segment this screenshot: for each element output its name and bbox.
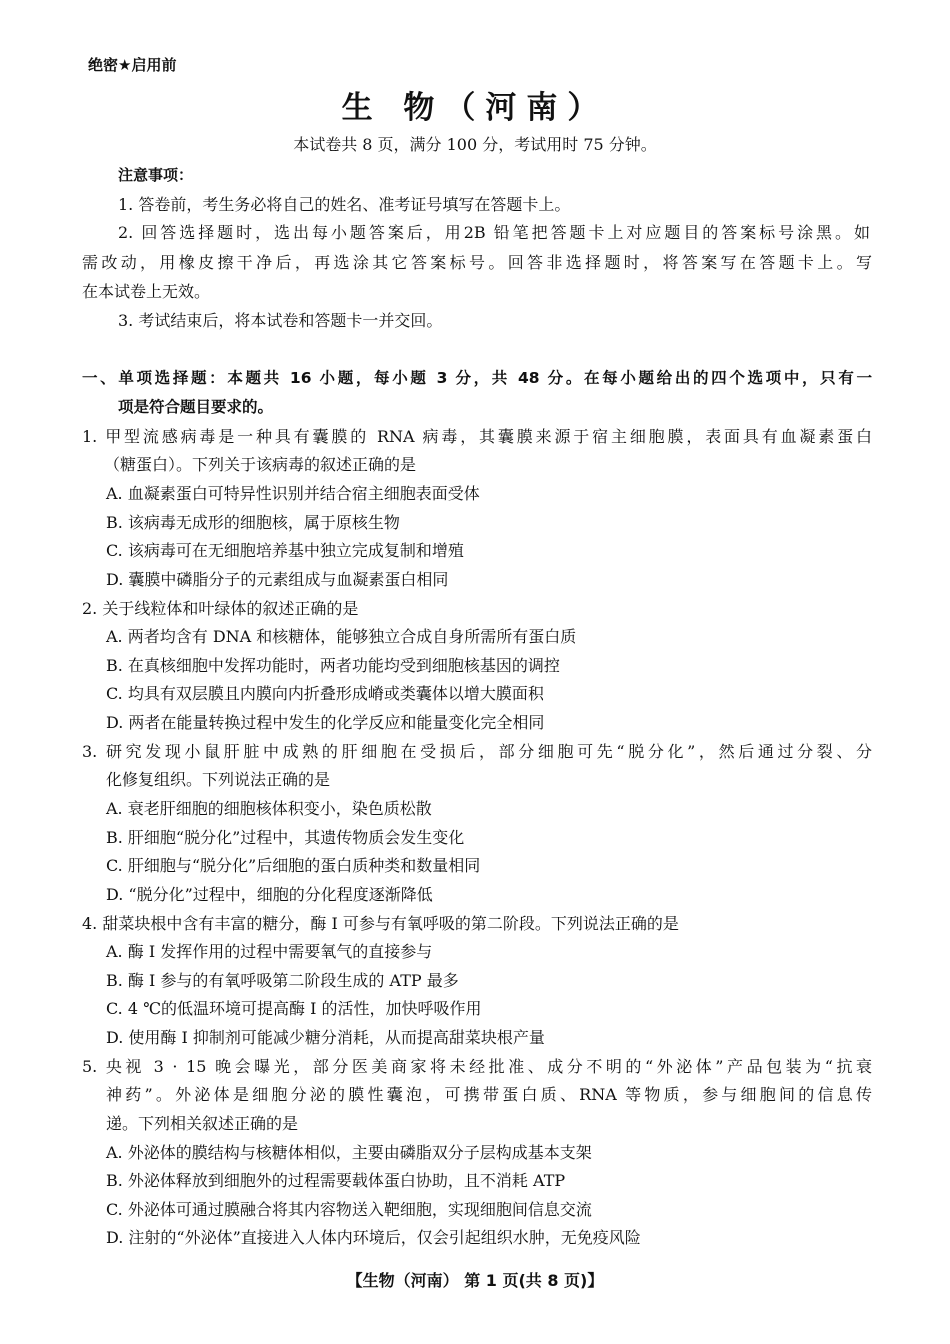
notice-item-2-line-3: 在本试卷上无效。 [82,282,211,301]
question-5-option-a: A. 外泌体的膜结构与核糖体相似，主要由磷脂双分子层构成基本支架 [106,1143,592,1162]
question-5-stem-line-3: 递。下列相关叙述正确的是 [106,1114,299,1133]
question-5-stem-line-1: 5. 央视 3 · 15 晚会曝光，部分医美商家将未经批准、成分不明的“外泌体”产品包装为“抗衰 [82,1057,872,1076]
question-1-option-b: B. 该病毒无成形的细胞核，属于原核生物 [106,513,400,532]
notice-title: 注意事项： [118,166,194,184]
question-4-option-c: C. 4 ℃的低温环境可提高酶 I 的活性，加快呼吸作用 [106,999,482,1018]
question-3-option-d: D. “脱分化”过程中，细胞的分化程度逐渐降低 [106,885,433,904]
question-5-option-b: B. 外泌体释放到细胞外的过程需要载体蛋白协助，且不消耗 ATP [106,1171,566,1190]
exam-info: 本试卷共 8 页，满分 100 分，考试用时 75 分钟。 [293,135,657,154]
question-2-stem: 2. 关于线粒体和叶绿体的叙述正确的是 [82,599,359,618]
notice-item-2-line-2: 需改动，用橡皮擦干净后，再选涂其它答案标号。回答非选择题时，将答案写在答题卡上。写 [82,253,872,272]
question-1-option-d: D. 囊膜中磷脂分子的元素组成与血凝素蛋白相同 [106,570,449,589]
notice-item-3: 3. 考试结束后，将本试卷和答题卡一并交回。 [118,311,443,330]
notice-item-2-line-1: 2. 回答选择题时，选出每小题答案后，用2B 铅笔把答题卡上对应题目的答案标号涂黑。如 [118,223,870,242]
question-3-stem-line-1: 3. 研究发现小鼠肝脏中成熟的肝细胞在受损后，部分细胞可先“脱分化”，然后通过分裂、分 [82,742,872,761]
notice-item-1: 1. 答卷前，考生务必将自己的姓名、准考证号填写在答题卡上。 [118,195,571,214]
question-4-stem: 4. 甜菜块根中含有丰富的糖分，酶 I 可参与有氧呼吸的第二阶段。下列说法正确的是 [82,914,679,933]
question-3-option-a: A. 衰老肝细胞的细胞核体积变小，染色质松散 [106,799,432,818]
question-2-option-a: A. 两者均含有 DNA 和核糖体，能够独立合成自身所需所有蛋白质 [106,627,577,646]
question-1-stem-line-1: 1. 甲型流感病毒是一种具有囊膜的 RNA 病毒，其囊膜来源于宿主细胞膜，表面具有血凝素蛋白 [82,427,872,446]
question-1-option-a: A. 血凝素蛋白可特异性识别并结合宿主细胞表面受体 [106,484,480,503]
question-5-option-c: C. 外泌体可通过膜融合将其内容物送入靶细胞，实现细胞间信息交流 [106,1200,592,1219]
page-title: 生 物（河南） [341,90,609,126]
question-2-option-b: B. 在真核细胞中发挥功能时，两者功能均受到细胞核基因的调控 [106,656,560,675]
question-2-option-d: D. 两者在能量转换过程中发生的化学反应和能量变化完全相同 [106,713,545,732]
question-2-option-c: C. 均具有双层膜且内膜向内折叠形成嵴或类囊体以增大膜面积 [106,684,544,703]
question-1-option-c: C. 该病毒可在无细胞培养基中独立完成复制和增殖 [106,541,464,560]
question-3-option-c: C. 肝细胞与“脱分化”后细胞的蛋白质种类和数量相同 [106,856,481,875]
question-3-stem-line-2: 化修复组织。下列说法正确的是 [106,770,331,789]
section-heading-line-2: 项是符合题目要求的。 [118,398,274,416]
confidential-label: 绝密★启用前 [88,56,177,74]
question-4-option-d: D. 使用酶 I 抑制剂可能减少糖分消耗，从而提高甜菜块根产量 [106,1028,545,1047]
page-footer: 【生物（河南） 第 1 页(共 8 页)】 [346,1271,604,1290]
section-heading-line-1: 一、单项选择题：本题共 16 小题，每小题 3 分，共 48 分。在每小题给出的四个选项中，只有一 [82,369,872,387]
question-5-option-d: D. 注射的“外泌体”直接进入人体内环境后，仅会引起组织水肿，无免疫风险 [106,1228,641,1247]
question-4-option-b: B. 酶 I 参与的有氧呼吸第二阶段生成的 ATP 最多 [106,971,459,990]
question-5-stem-line-2: 神药”。外泌体是细胞分泌的膜性囊泡，可携带蛋白质、RNA 等物质，参与细胞间的信息传 [106,1085,872,1104]
question-3-option-b: B. 肝细胞“脱分化”过程中，其遗传物质会发生变化 [106,828,465,847]
question-4-option-a: A. 酶 I 发挥作用的过程中需要氧气的直接参与 [106,942,433,961]
question-1-stem-line-2: （糖蛋白）。下列关于该病毒的叙述正确的是 [104,455,417,474]
